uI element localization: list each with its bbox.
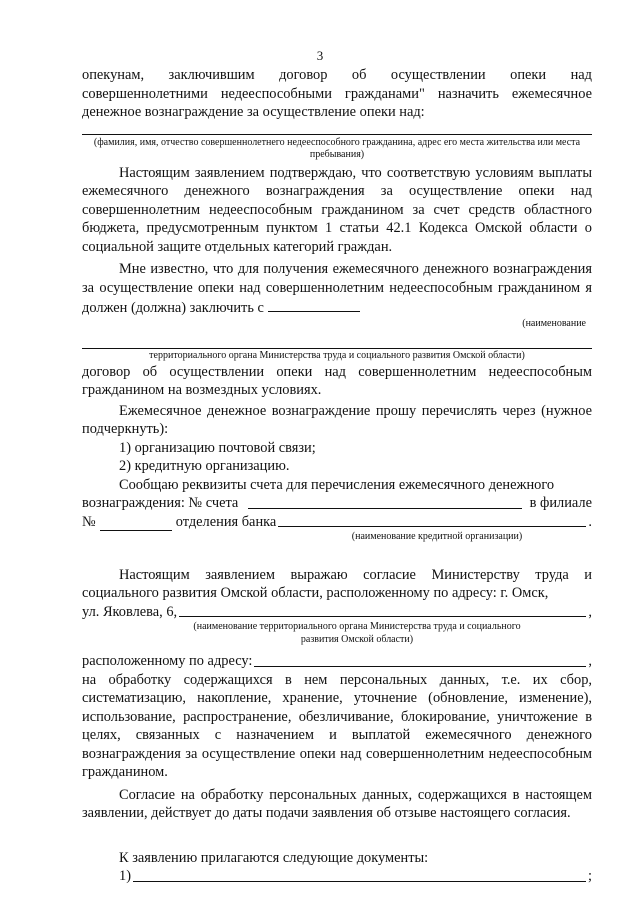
caption-organ-b: территориального органа Министерства труда и социального развития Омской области) <box>149 350 525 361</box>
blank-organ[interactable] <box>268 297 360 312</box>
blank-line-ward[interactable] <box>82 134 592 135</box>
address-end: , <box>588 653 592 669</box>
caption-consent-organ: (наименование территориального органа Министерства труда и социального развития Омской области) <box>193 621 521 645</box>
paragraph-requisites: Сообщаю реквизиты счета для перечисления ежемесячного денежного <box>119 476 555 493</box>
address-field[interactable] <box>254 666 586 667</box>
consent-organ-row <box>82 603 592 622</box>
attachment-end: ; <box>588 868 592 884</box>
paragraph-known-text: Мне известно, что для получения ежемесячного денежного вознаграждения за осуществление опеки над совершеннолетним недееспособным гражданином я должен (должна) заключить с <box>82 261 592 316</box>
paragraph-contract: договор об осуществлении опеки над совершеннолетним недееспособным гражданином на возмездных условиях. <box>82 363 592 398</box>
address-label: расположенному по адресу: <box>82 653 253 669</box>
blank-line-organ[interactable] <box>82 348 592 349</box>
paragraph-transfer: Ежемесячное денежное вознаграждение прошу перечислять через (нужное подчеркнуть): <box>82 402 592 437</box>
account-number-field[interactable] <box>248 508 521 509</box>
paragraph-intro: опекунам, заключившим договор об осуществлении опеки над совершеннолетними недееспособными гражданами" назначить ежемесячное денежное вознаграждение за осуществление опеки над: <box>82 67 592 120</box>
attachments-heading: К заявлению прилагаются следующие документы: <box>119 849 429 866</box>
document-page <box>82 48 592 886</box>
caption-bank: (наименование кредитной организации) <box>351 531 523 542</box>
caption-ward: (фамилия, имя, отчество совершеннолетнего недееспособного гражданина, адрес его места жительства или места пребывания) <box>93 136 581 160</box>
attachment-row-1 <box>82 867 592 886</box>
attachment-number: 1) <box>119 868 131 884</box>
bank-row-end: . <box>588 513 592 530</box>
branch-label: в филиале <box>529 495 592 511</box>
paragraph-validity: Согласие на обработку персональных данных, содержащихся в настоящем заявлении, действует до даты подачи заявления об отзыве настоящего согласия. <box>82 786 592 821</box>
paragraph-consent: Настоящим заявлением выражаю согласие Министерству труда и социального развития Омской области, расположенному по адресу: г. Омск, <box>82 566 592 601</box>
consent-organ-field[interactable] <box>179 616 586 617</box>
page-number: 3 <box>316 48 324 63</box>
branch-number-field[interactable] <box>100 516 172 531</box>
option-bank[interactable]: 2) кредитную организацию. <box>119 458 290 474</box>
paragraph-processing: на обработку содержащихся в нем персональных данных, т.е. их сбор, систематизацию, накопление, хранение, уточнение (обновление, изменение), использование, распространение, обезличивание, блокирование, уничтожение в целях, связанных с назначением и выплатой ежемесячного денежного вознаграждения за осуществление опеки над совершеннолетним недееспособным гражданином. <box>82 671 592 780</box>
branch-number-label: № <box>82 513 96 530</box>
account-label: вознаграждения: № счета <box>82 495 239 511</box>
branch-row <box>82 513 592 532</box>
option-post[interactable]: 1) организацию почтовой связи; <box>119 439 316 456</box>
account-row <box>82 494 592 513</box>
paragraph-confirm: Настоящим заявлением подтверждаю, что соответствую условиям выплаты ежемесячного денежного вознаграждения за осуществление опеки над совершеннолетним недееспособным гражданином за счет средств областного бюджета, предусмотренным пунктом 1 статьи 42.1 Кодекса Омской области о социальной защите отдельных категорий граждан. <box>82 164 592 255</box>
consent-organ-end: , <box>588 603 592 620</box>
attachment-field-1[interactable] <box>133 881 586 882</box>
bank-dept-label: отделения банка <box>175 513 277 530</box>
consent-address-label: ул. Яковлева, 6, <box>82 603 178 620</box>
bank-name-field[interactable] <box>278 526 586 527</box>
consent-address-row <box>82 652 592 671</box>
caption-organ-a: (наименование <box>522 317 586 329</box>
paragraph-known <box>82 260 592 318</box>
